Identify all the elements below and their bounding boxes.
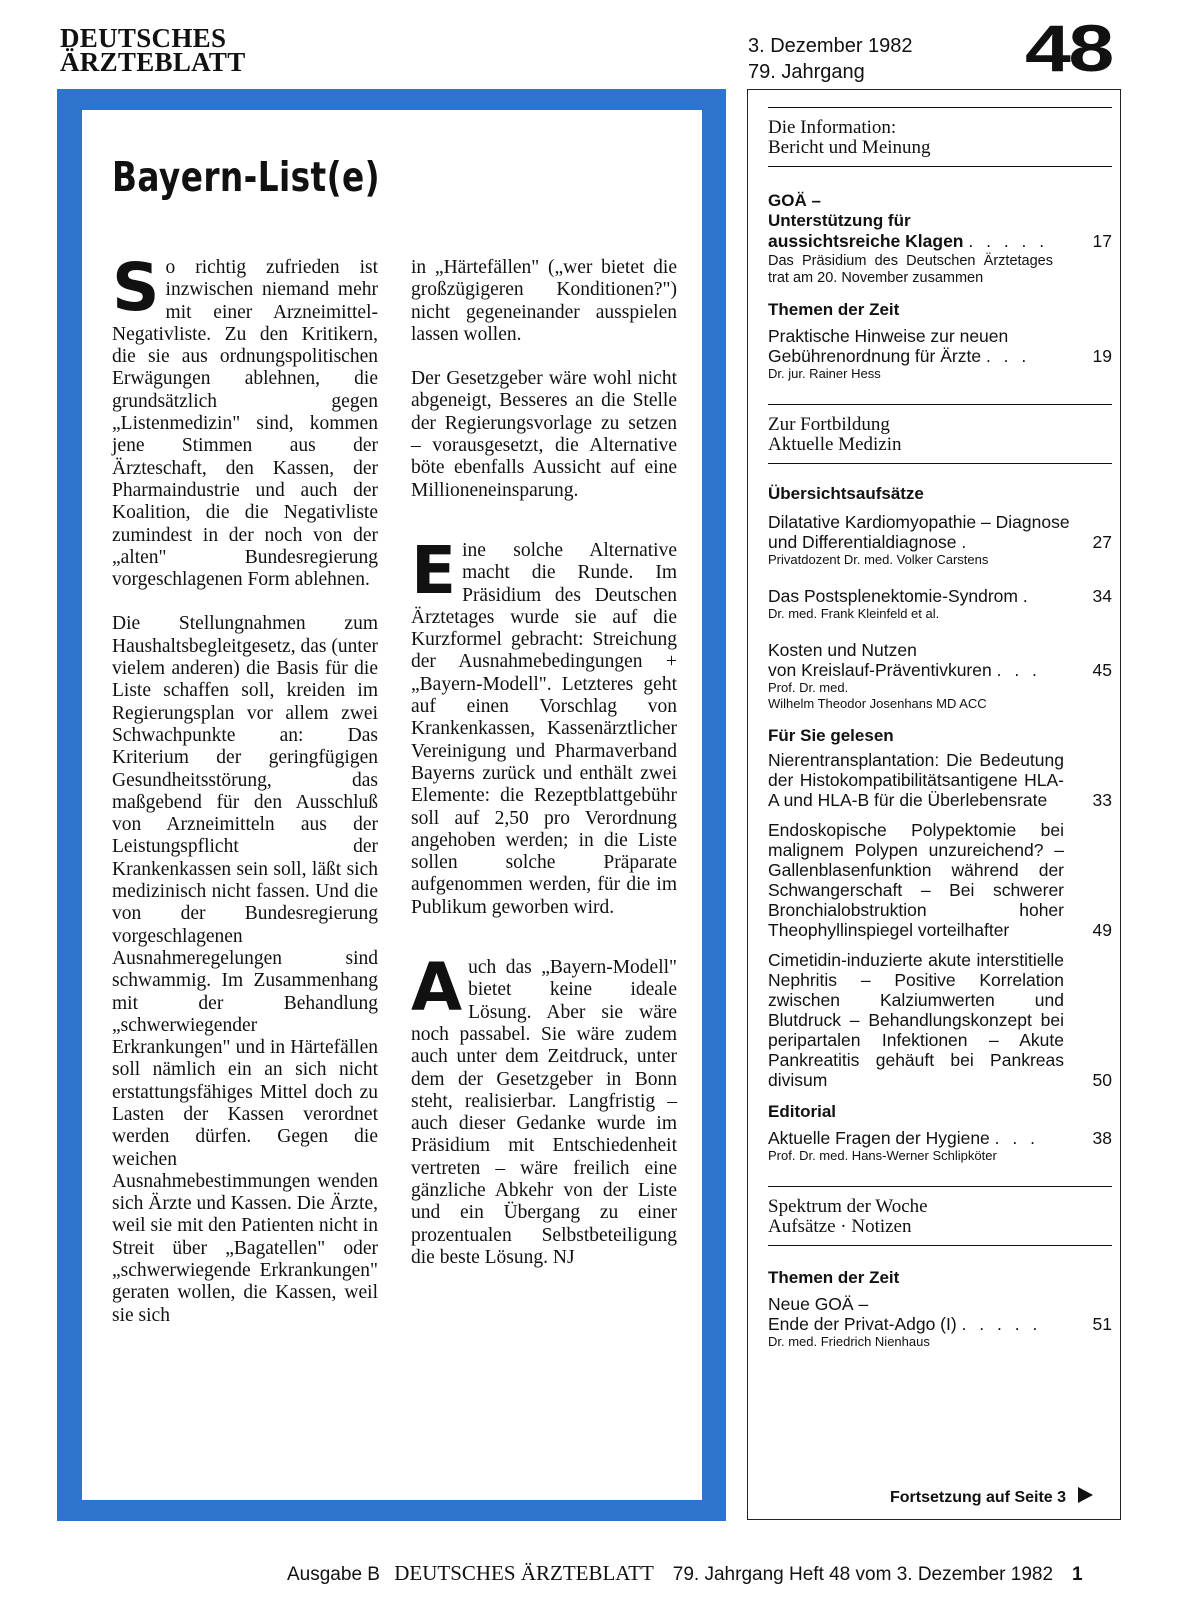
toc-entry-editorial[interactable]: Editorial Aktuelle Fragen der Hygiene . . . 38 Prof. Dr. med. Hans-Werner Schlipköter bbox=[768, 1102, 1112, 1163]
page-number: 27 bbox=[1092, 532, 1112, 552]
issue-meta bbox=[748, 33, 913, 85]
masthead-line1: DEUTSCHES bbox=[60, 23, 227, 53]
article-title: Bayern-List(e) bbox=[112, 153, 381, 201]
page-number: 49 bbox=[1092, 920, 1112, 940]
toc-category: Editorial bbox=[768, 1102, 837, 1121]
article-column-right bbox=[411, 257, 677, 1291]
toc-entry[interactable]: Endoskopische Polypektomie bei malignem Polypen unzureichend? – Gallenblasenfunktion während der Schwangerschaft – Bei schwerer Bronchialobstruktion hoher Theophyllinspiegel vorteilhafter 49 bbox=[768, 820, 1112, 940]
toc-entry[interactable]: Cimetidin-induzierte akute interstitielle Nephritis – Positive Korrelation zwischen Kalziumwerten und Blutdruck – Behandlungskonzept bei peripartalen Infektionen – Akute Pankreatitis gehäuft bei Pankreas divisum 50 bbox=[768, 950, 1112, 1090]
toc-entry-goa[interactable]: GOÄ – Unterstützung für aussichtsreiche Klagen . . . . . 17 Das Präsidium des Deutschen Ärztetages trat am 20. November zusammen bbox=[768, 191, 1112, 286]
divider bbox=[768, 166, 1112, 167]
footer-edition: Ausgabe B bbox=[287, 1564, 380, 1585]
arrow-right-icon bbox=[1076, 1486, 1094, 1509]
page-number: 33 bbox=[1092, 790, 1112, 810]
toc-entry-themen-2[interactable]: Themen der Zeit Neue GOÄ – Ende der Privat-Adgo (I) . . . . . 51 Dr. med. Friedrich Nienhaus bbox=[768, 1268, 1112, 1349]
toc-section-header: Die Information: Bericht und Meinung bbox=[768, 117, 931, 158]
page-footer bbox=[287, 1561, 1083, 1586]
toc-entry[interactable]: Nierentransplantation: Die Bedeutung der Histokompatibilitätsantigene HLA-A und HLA-B für die Überlebensrate 33 bbox=[768, 750, 1112, 810]
issue-volume: 79. Jahrgang bbox=[748, 61, 865, 83]
page-number: 19 bbox=[1092, 346, 1112, 366]
toc-author: Prof. Dr. med. bbox=[768, 680, 849, 695]
issue-number: 48 bbox=[1025, 11, 1112, 85]
paragraph: Auch das „Bayern-Modell" bietet keine ideale Lösung. Aber sie wäre noch passabel. Sie wäre zudem auch unter dem Zeitdruck, unter dem der Gesetzgeber in Bonn steht, realisierbar. Langfristig – auch dieser Gedanke wurde im Präsidium mit Entschiedenheit vertreten – wäre freilich eine gänzliche Abkehr von der Liste und ein Übergang zu einer prozentualen Selbstbeteiligung die beste Lösung. NJ bbox=[411, 949, 677, 1268]
divider bbox=[768, 1245, 1112, 1246]
toc-author: Dr. med. Friedrich Nienhaus bbox=[768, 1334, 930, 1349]
toc-group-uebersicht bbox=[768, 484, 1112, 712]
toc-author: Prof. Dr. med. Hans-Werner Schlipköter bbox=[768, 1148, 997, 1163]
page-number: 38 bbox=[1092, 1128, 1112, 1148]
drop-cap: S bbox=[112, 249, 160, 326]
paragraph: Der Gesetzgeber wäre wohl nicht abgeneigt, Besseres an die Stelle der Regierungsvorlage zu setzen – vorausgesetzt, die Alternative böte ebenfalls Aussicht auf eine Millioneneinsparung. bbox=[411, 368, 677, 501]
toc-entry-title: Unterstützung für bbox=[768, 211, 911, 230]
drop-cap: E bbox=[411, 531, 457, 609]
toc-group-gelesen bbox=[768, 726, 1112, 1090]
toc-category: Übersichtsaufsätze bbox=[768, 484, 924, 503]
article-column-left bbox=[112, 249, 378, 1349]
toc-category: GOÄ – bbox=[768, 191, 821, 210]
paragraph: So richtig zufrieden ist inzwischen niemand mehr mit einer Arzneimittel-Negativliste. Zu den Kritikern, die sie aus ordnungspolitischen Erwägungen ablehnen, die grundsätzlich gegen „Listenmedizin" sind, kommen jene Stimmen aus der Ärzteschaft, den Kassen, der Pharmaindustrie und auch der Koalition, die die Negativliste zumindest in der noch von der „alten" Bundesregierung vorgeschlagenen Form ablehnen. bbox=[112, 249, 378, 591]
footer-issue-info: 79. Jahrgang Heft 48 vom 3. Dezember 1982 bbox=[672, 1564, 1054, 1585]
page-number: 45 bbox=[1092, 660, 1112, 680]
paragraph: Eine solche Alternative macht die Runde. Im Präsidium des Deutschen Ärztetages wurde sie auf die Kurzformel gebracht: Streichung der Ausnahmebedingungen + „Bayern-Modell". Letzteres geht auf einen Vorschlag von Krankenkassen, Kassenärztlicher Vereinigung und Pharmaverband Bayerns zurück und enthält zwei Elemente: die Rezeptblattgebühr soll auf 2,50 pro Verordnung angehoben werden; in die Liste sollen solche Präparate aufgenommen werden, für die im Publikum geworben wird. bbox=[411, 531, 677, 918]
paragraph: in „Härtefällen" („wer bietet die großzügigeren Konditionen?") nicht gegeneinander ausspielen lassen wollen. bbox=[411, 257, 677, 345]
masthead-line2: ÄRZTEBLATT bbox=[60, 47, 246, 77]
toc-entry[interactable]: Kosten und Nutzen von Kreislauf-Präventivkuren . . . 45 Prof. Dr. med. Wilhelm Theodor Josenhans MD ACC bbox=[768, 640, 1112, 711]
toc-entry[interactable]: Dilatative Kardiomyopathie – Diagnose und Differentialdiagnose . 27 Privatdozent Dr. med. Volker Carstens bbox=[768, 512, 1112, 567]
toc-author: Dr. jur. Rainer Hess bbox=[768, 366, 881, 381]
masthead-logo bbox=[60, 23, 246, 77]
page-number: 50 bbox=[1092, 1070, 1112, 1090]
divider bbox=[768, 463, 1112, 464]
toc-section-header: Spektrum der Woche Aufsätze · Notizen bbox=[768, 1196, 928, 1237]
page-number: 17 bbox=[1092, 231, 1112, 251]
toc-category: Themen der Zeit bbox=[768, 300, 900, 319]
toc-category: Für Sie gelesen bbox=[768, 726, 894, 745]
page-number: 34 bbox=[1092, 586, 1112, 606]
toc-category: Themen der Zeit bbox=[768, 1268, 900, 1287]
continue-link[interactable]: Fortsetzung auf Seite 3 bbox=[890, 1486, 1094, 1509]
drop-cap: A bbox=[411, 949, 463, 1027]
footer-page-number: 1 bbox=[1072, 1564, 1083, 1585]
toc-author: Wilhelm Theodor Josenhans MD ACC bbox=[768, 696, 987, 711]
paragraph: Die Stellungnahmen zum Haushaltsbegleitgesetz, das (unter vielem anderen) die Basis für die Liste schaffen soll, kreiden im Regierungsplan vor allem zwei Schwachpunkte an: Das Kriterium der geringfügigen Gesundheitsstörung, das maßgebend für den Ausschluß von Arzneimitteln aus der Leistungspflicht der Krankenkassen sein soll, läßt sich medizinisch nicht fassen. Und die von der Bundesregierung vorgeschlagenen Ausnahmeregelungen sind schwammig. Im Zusammenhang mit der Behandlung „schwerwiegender Erkrankungen" und in Härtefällen soll nämlich ein an sich nicht erstattungsfähiges Mittel doch zu Lasten der Kassen verordnet werden dürfen. Gegen die weichen Ausnahmebestimmungen wenden sich Ärzte und Kassen. Die Ärzte, weil sie mit den Patienten nicht in Streit über „Bagatellen" oder „schwerwiegende Erkrankungen" geraten wollen, die Kassen, weil sie sich bbox=[112, 613, 378, 1326]
issue-date: 3. Dezember 1982 bbox=[748, 35, 913, 57]
toc-author: Dr. med. Frank Kleinfeld et al. bbox=[768, 606, 940, 621]
toc-author: Privatdozent Dr. med. Volker Carstens bbox=[768, 552, 989, 567]
table-of-contents bbox=[768, 107, 1112, 1350]
footer-journal: DEUTSCHES ÄRZTEBLATT bbox=[394, 1561, 654, 1585]
toc-entry[interactable]: Das Postsplenektomie-Syndrom . 34 Dr. med. Frank Kleinfeld et al. bbox=[768, 586, 1112, 621]
toc-section-header: Zur Fortbildung Aktuelle Medizin bbox=[768, 414, 902, 455]
page-number: 51 bbox=[1092, 1314, 1112, 1334]
toc-entry-themen[interactable]: Themen der Zeit Praktische Hinweise zur neuen Gebührenordnung für Ärzte . . . 19 Dr. jur. Rainer Hess bbox=[768, 300, 1112, 381]
toc-entry-description: Das Präsidium des Deutschen Ärztetages trat am 20. November zusammen bbox=[768, 253, 1053, 286]
